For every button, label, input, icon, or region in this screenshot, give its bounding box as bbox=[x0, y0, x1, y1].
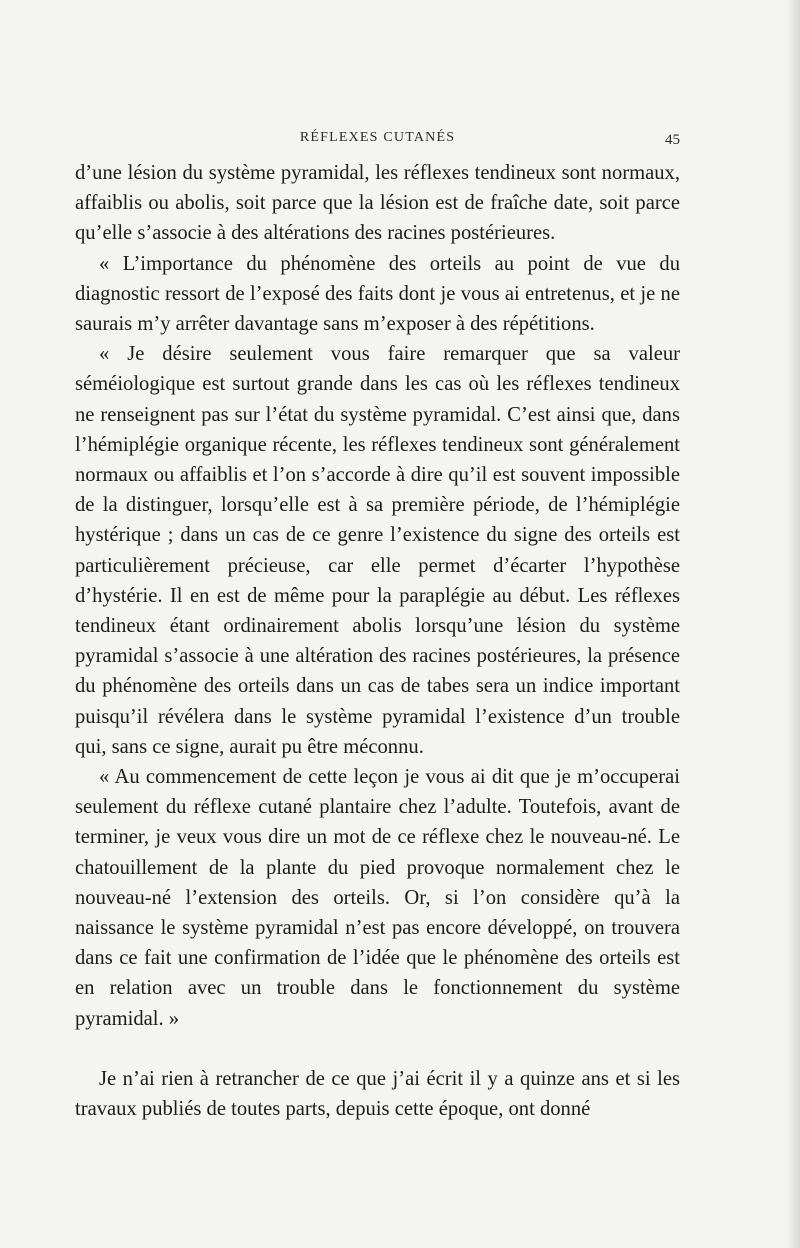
page-number: 45 bbox=[665, 132, 680, 148]
running-header bbox=[75, 130, 680, 152]
paragraph-1: d’une lésion du système pyramidal, les réflexes tendineux sont normaux, affaiblis ou abolis, soit parce que la lésion est de fraîche date, soit parce qu’elle s’associe à des altérations des racines postérieures. bbox=[75, 162, 680, 245]
paragraph-gap bbox=[75, 1034, 680, 1064]
body-text bbox=[75, 158, 680, 1124]
paragraph-4: « Au commencement de cette leçon je vous ai dit que je m’occuperai seulement du réflexe cutané plantaire chez l’adulte. Toutefois, avant de terminer, je veux vous dire un mot de ce réflexe chez le nouveau-né. Le chatouillement de la plante du pied provoque normalement chez le nouveau-né l’extension des orteils. Or, si l’on considère qu’à la naissance le système pyramidal n’est pas encore développé, on trouvera dans ce fait une confirmation de l’idée que le phénomène des orteils est en relation avec un trouble dans le fonctionnement du système pyramidal. » bbox=[75, 766, 680, 1030]
page-edge-shadow bbox=[786, 0, 800, 1248]
running-title: RÉFLEXES CUTANÉS bbox=[299, 130, 456, 145]
paragraph-5: Je n’ai rien à retrancher de ce que j’ai écrit il y a quinze ans et si les travaux publiés de toutes parts, depuis cette époque, ont donné bbox=[75, 1067, 680, 1121]
paragraph-2: « L’importance du phénomène des orteils au point de vue du diagnostic ressort de l’exposé des faits dont je vous ai entretenus, et je ne saurais m’y arrêter davantage sans m’exposer à des répétitions. bbox=[75, 252, 680, 336]
paragraph-3: « Je désire seulement vous faire remarquer que sa valeur séméiologique est surtout grande dans les cas où les réflexes tendineux ne renseignent pas sur l’état du système pyramidal. C’est ainsi que, dans l’hémiplégie organique récente, les réflexes tendineux sont généralement normaux ou affaiblis et l’on s’accorde à dire qu’il est souvent impossible de la distinguer, lorsqu’elle est à sa première période, de l’hémiplégie hystérique ; dans un cas de ce genre l’existence du signe des orteils est particulièrement précieuse, car elle permet d’écarter l’hypothèse d’hystérie. Il en est de même pour la paraplégie au début. Les réflexes tendineux étant ordinairement abolis lorsqu’une lésion du système pyramidal s’associe à une altération des racines postérieures, la présence du phénomène des orteils dans un cas de tabes sera un indice important puisqu’il révélera dans le système pyramidal l’existence d’un trouble qui, sans ce signe, aurait pu être méconnu. bbox=[75, 343, 680, 758]
